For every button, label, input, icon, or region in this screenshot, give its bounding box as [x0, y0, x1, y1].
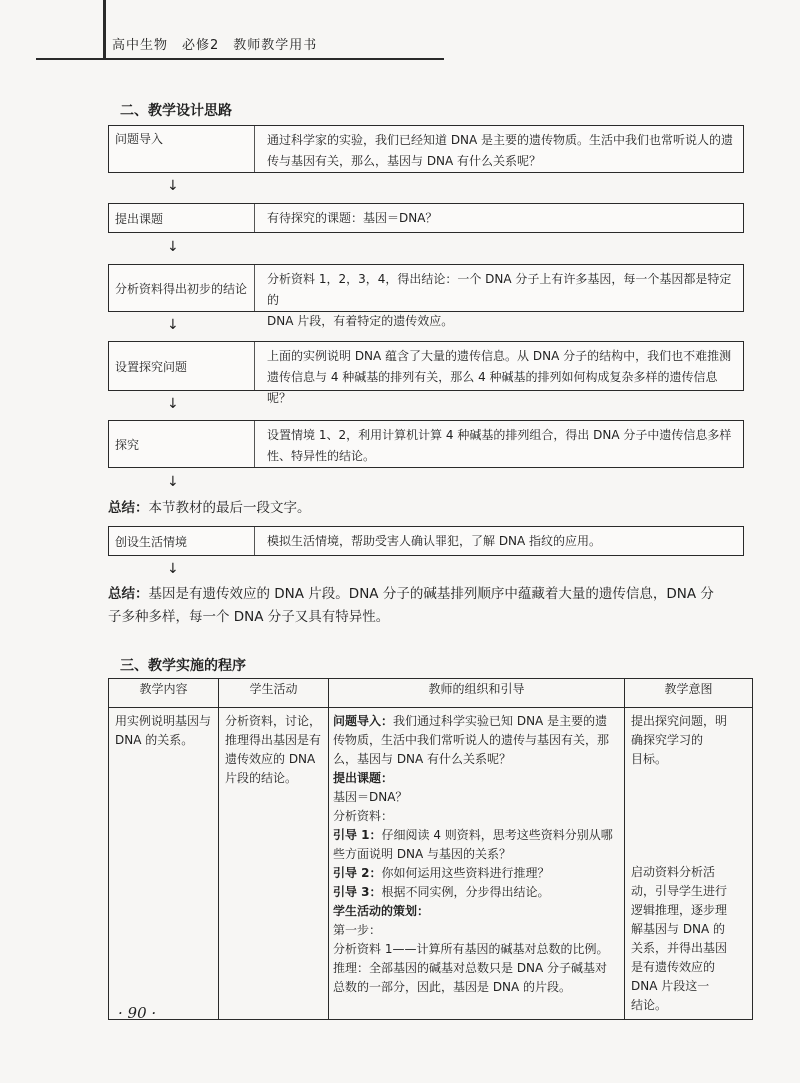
procedure-table	[108, 678, 753, 1020]
flow-arrow: ↓	[167, 317, 179, 333]
cell-line: 遗传效应的 DNA	[225, 752, 316, 766]
cell-line: 提出课题：	[333, 771, 394, 785]
cell-line: 逻辑推理，逐步理	[631, 903, 728, 917]
cell-line: 用实例说明基因与	[115, 714, 212, 728]
summary-1	[108, 497, 748, 520]
flow-label: 分析资料得出初步的结论	[109, 265, 255, 311]
flow-label: 设置探究问题	[109, 342, 255, 390]
flow-row-problem	[108, 125, 744, 173]
flow-arrow: ↓	[167, 561, 179, 577]
cell-line: 学生活动的策划：	[333, 904, 430, 918]
cell-spacer	[631, 769, 746, 863]
content-cell	[109, 708, 219, 1020]
cell-line: 些方面说明 DNA 与基因的关系？	[333, 847, 512, 861]
cell-line: 结论。	[631, 998, 668, 1012]
flow-text-line: 通过科学家的实验，我们已经知道 DNA 是主要的遗传物质。生活中我们也常听说人的遗	[267, 133, 734, 147]
flow-label: 问题导入	[109, 126, 255, 172]
flow-label: 提出课题	[109, 204, 255, 232]
table-header-row	[109, 679, 753, 708]
summary-text: 子多种多样，每一个 DNA 分子又具有特异性。	[108, 609, 390, 625]
intent-cell	[625, 708, 753, 1020]
flow-row-explore	[108, 420, 744, 468]
flow-label: 探究	[109, 421, 255, 467]
teacher-guidance-cell	[329, 708, 625, 1020]
cell-line: 分析资料：	[333, 809, 394, 823]
header-bar	[103, 0, 106, 60]
cell-line: 是有遗传效应的	[631, 960, 716, 974]
cell-line: 确探究学习的	[631, 733, 704, 747]
table-header: 教学内容	[109, 679, 219, 708]
cell-line: 片段的结论。	[225, 771, 298, 785]
section3-title: 三、教学实施的程序	[120, 658, 246, 674]
summary-label: 总结：	[108, 500, 149, 516]
table-header: 教学意图	[625, 679, 753, 708]
cell-line: 引导 3：根据不同实例，分步得出结论。	[333, 885, 550, 899]
summary-2	[108, 583, 748, 629]
flow-text-line: 遗传信息与 4 种碱基的排列有关，那么 4 种碱基的排列如何构成复杂多样的遗传信息呢？	[267, 370, 718, 405]
flow-text-line: 有待探究的课题：基因＝DNA？	[267, 211, 438, 225]
flow-label: 创设生活情境	[109, 527, 255, 555]
flow-arrow: ↓	[167, 396, 179, 412]
flow-text-line: 传与基因有关，那么，基因与 DNA 有什么关系呢？	[267, 154, 542, 168]
flow-row-question	[108, 341, 744, 405]
flow-text-line: 性、特异性的结论。	[267, 449, 376, 463]
table-header: 教师的组织和引导	[329, 679, 625, 708]
header-text: 高中生物 必修2 教师教学用书	[112, 38, 318, 53]
flow-text-line: 分析资料 1，2，3，4，得出结论：一个 DNA 分子上有许多基因，每一个基因都是特定的	[267, 272, 732, 307]
summary-text: 本节教材的最后一段文字。	[148, 500, 311, 516]
flow-text-line: 设置情境 1、2，利用计算机计算 4 种碱基的排列组合，得出 DNA 分子中遗传信息多样	[267, 428, 732, 442]
section2-title: 二、教学设计思路	[120, 103, 232, 119]
flow-row-analysis	[108, 264, 744, 328]
cell-line: 推理：全部基因的碱基对总数只是 DNA 分子碱基对	[333, 961, 608, 975]
cell-line: 推理得出基因是有	[225, 733, 322, 747]
cell-line: 总数的一部分，因此，基因是 DNA 的片段。	[333, 980, 572, 994]
flow-text	[255, 342, 743, 405]
flow-arrow: ↓	[167, 474, 179, 490]
cell-line: 解基因与 DNA 的	[631, 922, 726, 936]
table-header: 学生活动	[219, 679, 329, 708]
cell-line: DNA 的关系。	[115, 733, 194, 747]
cell-line: 第一步：	[333, 923, 382, 937]
cell-line: 动，引导学生进行	[631, 884, 728, 898]
flow-row-topic	[108, 203, 744, 233]
cell-line: 传物质，生活中我们常听说人的遗传与基因有关，那	[333, 733, 610, 747]
cell-line: 启动资料分析活	[631, 865, 716, 879]
cell-line: 么，基因与 DNA 有什么关系呢？	[333, 752, 512, 766]
cell-line: 分析资料，讨论，	[225, 714, 322, 728]
cell-line: DNA 片段这一	[631, 979, 710, 993]
page-number: · 90 ·	[118, 1004, 157, 1022]
cell-line: 关系，并得出基因	[631, 941, 728, 955]
flow-text-line: 上面的实例说明 DNA 蕴含了大量的遗传信息。从 DNA 分子的结构中，我们也不难推测	[267, 349, 732, 363]
flow-text	[255, 204, 743, 232]
cell-line: 引导 2：你如何运用这些资料进行推理？	[333, 866, 550, 880]
cell-line: 分析资料 1——计算所有基因的碱基对总数的比例。	[333, 942, 609, 956]
flow-text	[255, 527, 743, 555]
summary-label: 总结：	[108, 586, 149, 602]
cell-line: 目标。	[631, 752, 668, 766]
cell-line: 引导 1：仔细阅读 4 则资料，思考这些资料分别从哪	[333, 828, 613, 842]
page-header	[0, 0, 800, 70]
flow-text	[255, 126, 743, 172]
flow-row-life	[108, 526, 744, 556]
flow-text	[255, 265, 743, 328]
summary-text: 基因是有遗传效应的 DNA 片段。DNA 分子的碱基排列顺序中蕴藏着大量的遗传信息，DNA 分	[148, 586, 714, 602]
cell-line: 提出探究问题，明	[631, 714, 728, 728]
table-row	[109, 708, 753, 1020]
header-rule	[36, 58, 444, 60]
student-activity-cell	[219, 708, 329, 1020]
flow-text-line: DNA 片段，有着特定的遗传效应。	[267, 314, 454, 328]
flow-text-line: 模拟生活情境，帮助受害人确认罪犯，了解 DNA 指纹的应用。	[267, 534, 602, 548]
flow-arrow: ↓	[167, 239, 179, 255]
flow-arrow: ↓	[167, 178, 179, 194]
cell-line: 基因＝DNA？	[333, 790, 408, 804]
cell-line: 问题导入：我们通过科学实验已知 DNA 是主要的遗	[333, 714, 608, 728]
flow-text	[255, 421, 743, 467]
